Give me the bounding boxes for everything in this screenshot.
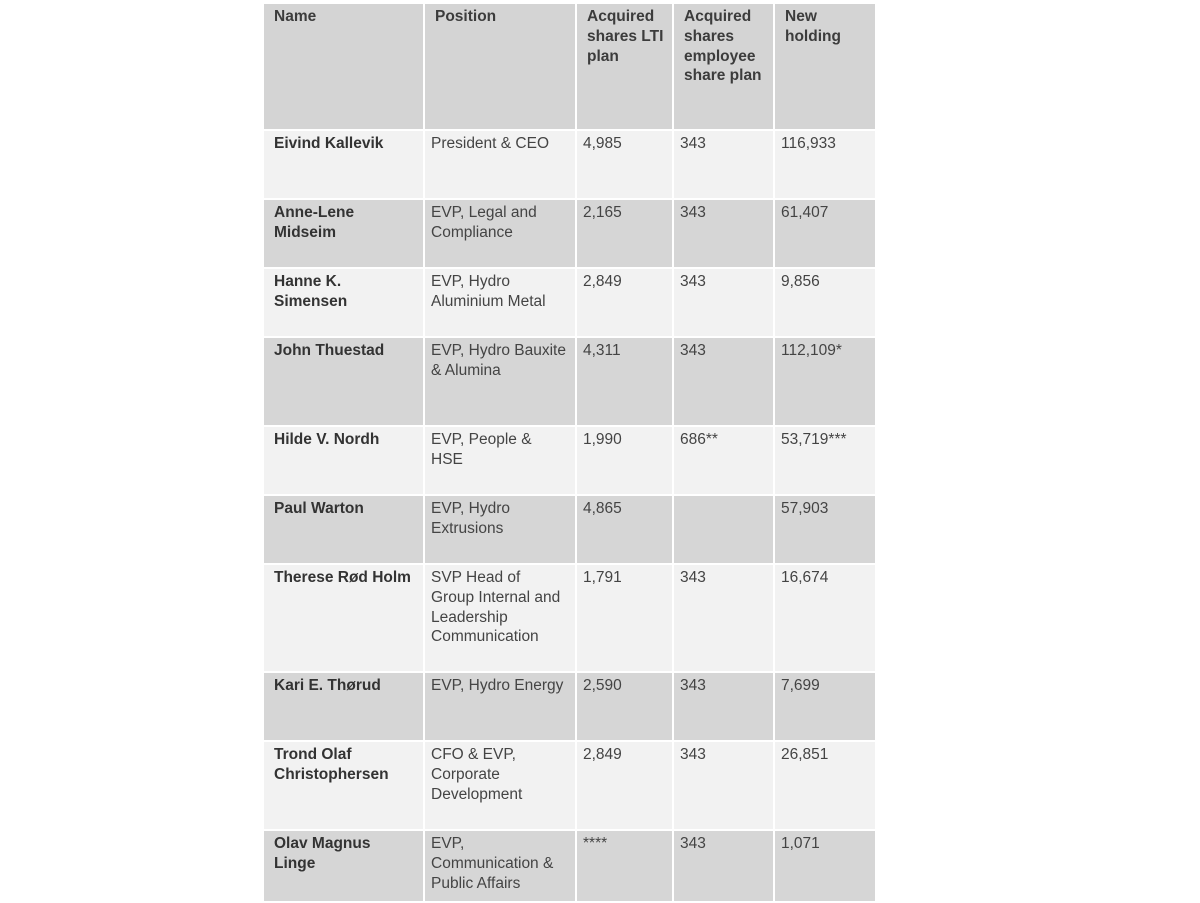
cell-name: Hanne K. Simensen <box>264 268 424 337</box>
table-row <box>264 337 875 426</box>
share-holdings-table-container <box>264 4 875 903</box>
cell-name: John Thuestad <box>264 337 424 426</box>
cell-name: Trond Olaf Christophersen <box>264 741 424 830</box>
table-row <box>264 741 875 830</box>
cell-employee: 343 <box>673 564 774 672</box>
cell-position: SVP Head of Group Internal and Leadership Communication <box>424 564 576 672</box>
header-name: Name <box>264 4 424 130</box>
header-new-holding: New holding <box>774 4 875 130</box>
cell-position: EVP, People & HSE <box>424 426 576 495</box>
cell-position: EVP, Hydro Bauxite & Alumina <box>424 337 576 426</box>
cell-position: CFO & EVP, Corporate Development <box>424 741 576 830</box>
header-lti: Acquired shares LTI plan <box>576 4 673 130</box>
cell-employee: 686** <box>673 426 774 495</box>
cell-position: President & CEO <box>424 130 576 199</box>
table-row <box>264 199 875 268</box>
cell-employee: 343 <box>673 199 774 268</box>
cell-lti: 1,791 <box>576 564 673 672</box>
cell-name: Therese Rød Holm <box>264 564 424 672</box>
table-row <box>264 130 875 199</box>
table-header-row <box>264 4 875 130</box>
cell-name: Olav Magnus Linge <box>264 830 424 902</box>
cell-employee <box>673 495 774 564</box>
cell-holding: 16,674 <box>774 564 875 672</box>
cell-lti: 2,849 <box>576 741 673 830</box>
table-row <box>264 564 875 672</box>
cell-holding: 61,407 <box>774 199 875 268</box>
cell-employee: 343 <box>673 337 774 426</box>
cell-position: EVP, Communication & Public Affairs <box>424 830 576 902</box>
cell-holding: 53,719*** <box>774 426 875 495</box>
table-row <box>264 426 875 495</box>
cell-name: Kari E. Thørud <box>264 672 424 741</box>
cell-position: EVP, Legal and Compliance <box>424 199 576 268</box>
cell-holding: 1,071 <box>774 830 875 902</box>
cell-lti: **** <box>576 830 673 902</box>
cell-employee: 343 <box>673 741 774 830</box>
cell-holding: 9,856 <box>774 268 875 337</box>
cell-employee: 343 <box>673 830 774 902</box>
cell-employee: 343 <box>673 130 774 199</box>
cell-name: Hilde V. Nordh <box>264 426 424 495</box>
cell-holding: 116,933 <box>774 130 875 199</box>
cell-lti: 4,311 <box>576 337 673 426</box>
cell-position: EVP, Hydro Extrusions <box>424 495 576 564</box>
table-row <box>264 830 875 902</box>
cell-name: Paul Warton <box>264 495 424 564</box>
header-position: Position <box>424 4 576 130</box>
cell-lti: 4,865 <box>576 495 673 564</box>
cell-holding: 112,109* <box>774 337 875 426</box>
header-employee-share-plan: Acquired shares employee share plan <box>673 4 774 130</box>
cell-name: Anne-Lene Midseim <box>264 199 424 268</box>
cell-lti: 2,849 <box>576 268 673 337</box>
cell-lti: 1,990 <box>576 426 673 495</box>
cell-lti: 2,590 <box>576 672 673 741</box>
cell-employee: 343 <box>673 268 774 337</box>
cell-name: Eivind Kallevik <box>264 130 424 199</box>
cell-lti: 2,165 <box>576 199 673 268</box>
cell-position: EVP, Hydro Aluminium Metal <box>424 268 576 337</box>
table-row <box>264 268 875 337</box>
cell-lti: 4,985 <box>576 130 673 199</box>
share-holdings-table <box>264 4 875 903</box>
table-row <box>264 672 875 741</box>
cell-holding: 57,903 <box>774 495 875 564</box>
cell-position: EVP, Hydro Energy <box>424 672 576 741</box>
cell-holding: 7,699 <box>774 672 875 741</box>
cell-employee: 343 <box>673 672 774 741</box>
cell-holding: 26,851 <box>774 741 875 830</box>
table-row <box>264 495 875 564</box>
